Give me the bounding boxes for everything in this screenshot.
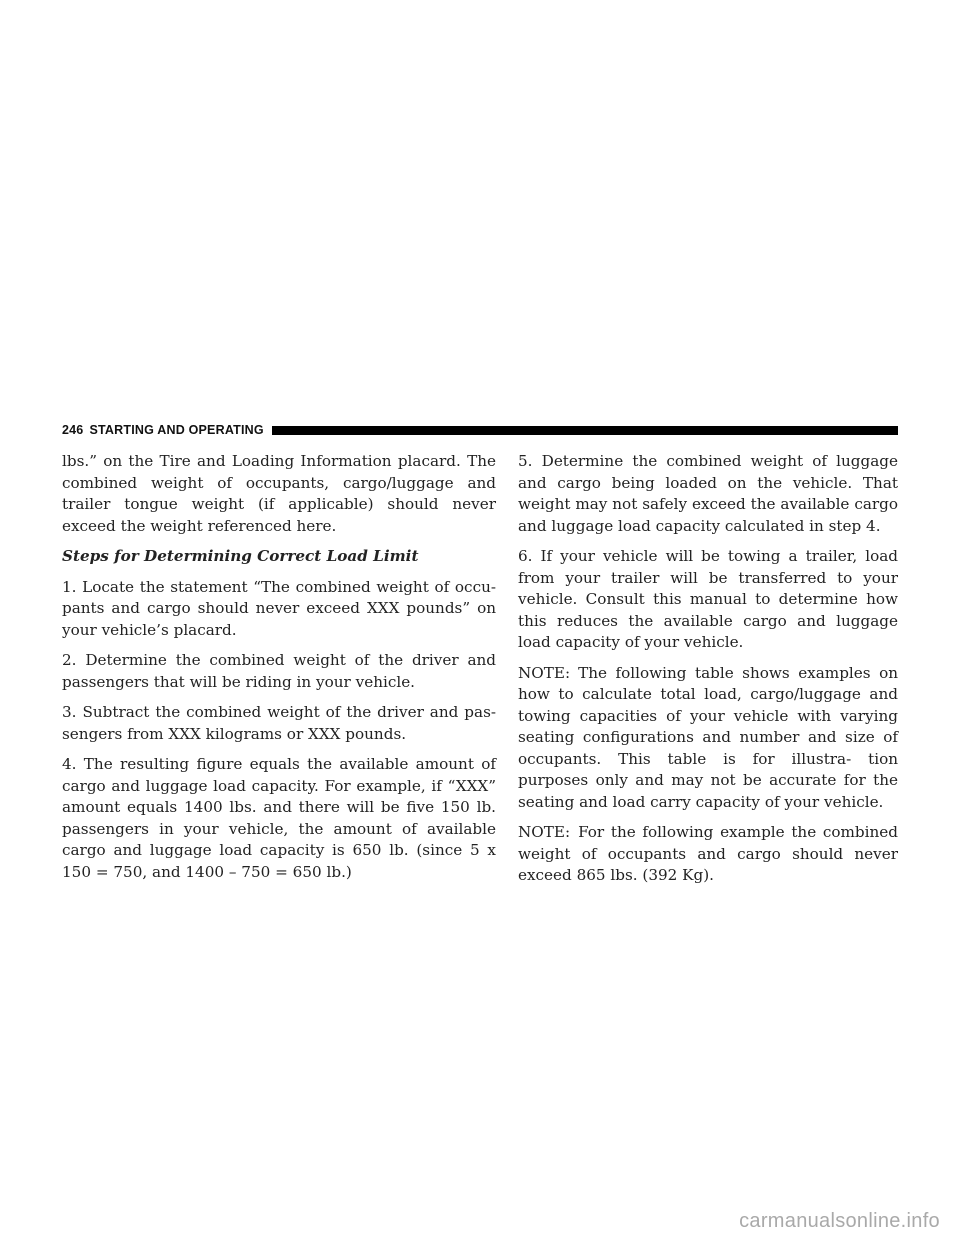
note-1-text: The following table shows examples on how to calculate total load, cargo/luggage and towing capacities of your vehicle with varying seating configurations and number and size of occupants. This table is for illustra- tion purposes only and may not be accurate for the seating and load carry capacity of your vehicle. [518,663,898,811]
note-1 [518,663,898,814]
section-title: STARTING AND OPERATING [89,423,264,437]
step-6: 6. If your vehicle will be towing a trailer, load from your trailer will be transferred to your vehicle. Consult this manual to determine how this reduces the available cargo and luggage load capacity of your vehicle. [518,547,898,651]
page-number: 246 [62,423,84,437]
note-2-label: NOTE: [518,823,571,841]
step-2: 2. Determine the combined weight of the driver and passengers that will be riding in your vehicle. [62,651,496,691]
watermark: carmanualsonline.info [739,1210,940,1232]
step-5: 5. Determine the combined weight of luggage and cargo being loaded on the vehicle. That weight may not safely exceed the available cargo and luggage load capacity calculated in step 4. [518,452,898,535]
note-2 [518,822,898,887]
section-heading: Steps for Determining Correct Load Limit [62,547,419,565]
page-header [62,420,898,440]
step-3: 3. Subtract the combined weight of the driver and pas- sengers from XXX kilograms or XXX pounds. [62,703,496,743]
step-1: 1. Locate the statement “The combined weight of occu- pants and cargo should never exceed XXX pounds” on your vehicle’s placard. [62,577,496,639]
header-rule [272,426,898,435]
note-1-label: NOTE: [518,663,571,682]
note-2-text: For the following example the combined weight of occupants and cargo should never exceed 865 lbs. (392 Kg). [518,823,898,884]
paragraph-continued: lbs.” on the Tire and Loading Information placard. The combined weight of occupants, cargo/luggage and trailer tongue weight (if applicable) should never exceed the weight referenced here. [62,452,496,535]
right-column [518,451,898,896]
step-4: 4. The resulting figure equals the available amount of cargo and luggage load capacity. For example, if “XXX” amount equals 1400 lbs. and there will be five 150 lb. passengers in your vehicle, the amount of available cargo and luggage load capacity is 650 lb. (since 5 x 150 = 750, and 1400 – 750 = 650 lb.) [62,755,496,881]
left-column [62,451,496,892]
